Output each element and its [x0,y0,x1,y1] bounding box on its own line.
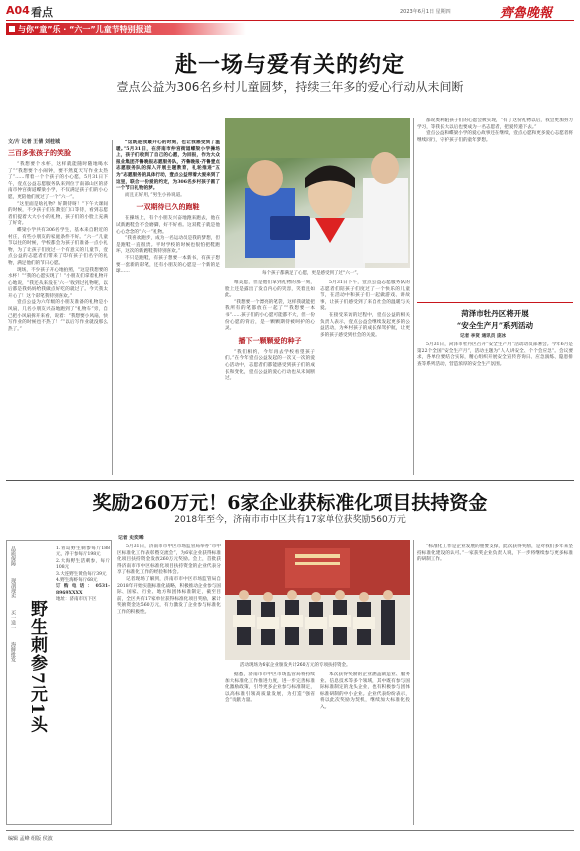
story1-para: “我想要一个漂亮的笔袋，这样我就能把我所有的笔都放在一起了”“我想要一本书”……孩子们的小心愿可能都不大，但一份份心愿的背后，是一颗颗期待被呵护的心灵。 [225,299,315,332]
story1-col5 [417,118,573,298]
story1-para: 而且正好用，”男生小孙说道。 [125,192,185,198]
story1-headline: 赴一场与爱有关的约定 [174,52,405,78]
ad-item: 1.青岛野生刺参每斤188元，净干参每斤198元 [56,546,110,558]
story1-para: “这里面是啥礼物？好期待呀！”下午大课间的时候，不少孩子们在教室门口等待，看到志愿者们提着大大小小的礼物，孩子们的小脸上充满了好奇。 [8,201,108,227]
band-square-icon [9,26,15,32]
story1-para: 唯美愿，但是他们拿到礼物的那一刻，脸上还是露出了发自内心的笑容，笑着且如此。 [225,280,315,299]
col-divider [413,118,414,475]
story1-para: “我们相约，今年再去学校看望孩子们。”在今年壹点公益发起的一次又一次的爱心活动中，志愿者们都能感受到孩子们的成长和变化，壹点公益的爱心行动也从未间断过。 [225,349,315,382]
story2-para: 5月31日，济南市市中区市场监管局举办“市中区标准化工作表彰暨交流会”，为6家企业获得标准化项目扶持资金发放260万元奖励。会上，首批获得济南市市中区标准化项目扶持资金的企业代表分享了标准化工作的经验和体会。 [117,544,221,576]
story2-col4 [417,544,573,825]
ad-vertical-title: 野生刺参7元1头 [27,600,47,734]
story2-photo [225,540,410,660]
story1-subhead-2: 一双期待已久的跑鞋 [136,203,200,212]
ad-item: 3.大连野生黄鱼每斤39元 [56,571,107,577]
story1-para: 壹点公益和蝶梁小学的爱心故事还在继续，壹点心愿和更多爱心志愿者将继续同行，守护孩子们的童年梦想。 [417,131,573,143]
story2-para: 记者现场了解到，济南市市中区市场监管局自2018年开始实施标准化战略，积极推动企业参与国际、国家、行业、地方和团体标准制定，截至目前，全区共有17家单位获得标准化项目奖励，累计奖励资金达560万元，有力激发了企业参与标准化工作的积极性。 [117,576,221,615]
story1-para: 在接受采访的过程中，壹点公益的相关负责人表示，壹点公益会继续发起更多的公益活动，为乡村孩子的成长保驾护航，让更多的孩子感受到社会的关爱。 [320,312,410,338]
story1-para: 现场，不少孩子开心地拍照，“这是我想要的水杯！”“我的心愿实现了！”小朋友们拿着礼物开心地说，“我还从来没在‘六一’收到过礼物呢，以后都是我妈妈给我做点好吃的就过了。今天我太开心了！这个彩笔我特别喜欢。” [8,267,108,299]
story1-para: 不只是跑鞋，有孩子想要一本新书，有孩子想要一套新的彩笔，还有小朋友的心愿是一个新的足球…… [116,255,220,275]
ad-label: 现剖现卖 [10,578,16,598]
section-name: 看点 [31,6,53,19]
footer-editor: 编辑 孟峰 组版 侯波 [8,836,53,842]
issue-date: 2023年6月1日 星期四 [400,9,451,15]
page-number: A04 [6,4,30,17]
story2-col3 [320,672,410,825]
newspaper-logo: 齊魯晚報 [500,6,553,21]
story1-photo [225,118,410,268]
story1-para: 蝶梁小学共有306名学生，基本来自附近的村庄，有些小朋友的家庭条件不好。“六一”儿童节以往的时候，学校都会为孩子们准备一点小礼物，为了让孩子们度过一个有意义的儿童节，壹点公益的志愿者们带来了印有孩子们名字的礼物，满足他们的节日心愿。 [8,227,108,266]
side-box-title: 菏泽市牡丹区将开展 [461,309,529,318]
col-divider [112,140,113,475]
ad-label: 海鲜批发 [10,642,16,662]
footer-rule [6,830,574,831]
col-divider [413,540,414,825]
story2-col1 [117,544,221,825]
story1-para: 都说奥利阻孩子们的心愿会被实现，“有了这份礼物以后，我会更加努力学习，等我长大以后也要成为一名志愿者，把爱传递下去。” [417,118,573,130]
story2-byline: 记者 史奕晞 [118,536,144,541]
ad-address: 地址：济南市历下区 [56,597,97,603]
story1-para: 壹点公益为六年级的小朋友准备的礼物是小风扇，几名小朋友兴奋地跑到了“礼物车”旁，自己把小风扇拆开来看，说着：“我想要小风扇，快写作业的时候也不热了！”“以后写作业就没那么热了。” [8,300,108,332]
side-box-title-2: “安全生产月”系列活动 [456,321,534,330]
story1-photo-caption: 每个孩子都满足了心愿，更是感受到了过“六一”。 [262,271,362,276]
story2-para: 据悉，济南市市中区市场监管局将持续加大标准化工作推进力度，进一步完善标准化激励政策，引导更多企业参与标准制定，以高标准引领高质量发展，为打造“强省会”贡献力量。 [225,672,315,704]
story1-col3 [225,280,315,475]
side-box-body [417,342,573,475]
story1-para: 5月31日下午，壹点公益志愿服务队的志愿者们陪孩子们度过了一个快乐的儿童节，在活动中和孩子们一起做游戏、讲故事，让孩子们感受到了来自社会的温暖与关爱。 [320,280,410,312]
story2-headline: 奖励260万元！6家企业获标准化项目扶持资金 [92,492,488,514]
ad-item: 4.野生海虾每斤68元 [56,578,98,584]
ad-label: 买一送一 [10,610,16,630]
story2-col2 [225,672,315,825]
story1-col4 [320,280,410,475]
ad-item: 2.大海野生活刺参，每斤108元 [56,558,110,571]
story-divider [6,480,574,481]
story2-photo-caption: 活动现场为6家企业颁发共计260万元的专项扶持资金。 [240,663,351,668]
side-box-byline: 记者 李贤 通讯员 庞冰 [460,334,507,339]
side-para: 5月31日，菏泽市牡丹区召开“安全生产月”活动动员部署会。今年6月是第22个全国“安全生产月”，活动主题为“人人讲安全、个个会应急”。会议要求，各单位要结合实际，精心组织开展安全宣传咨询日、应急演练、隐患排查等系列活动，营造浓厚的安全生产氛围。 [417,342,573,367]
story1-subhead-1: 三百多张孩子的笑脸 [8,149,71,157]
story1-para: “我想要个水杯，这样就能随时随地喝水了”“我想要个小闹钟，要不然夏天写作业太热了”……带着一个个孩子的小心愿，5月31日下午，壹点公益志愿服务队来到位于南部山区的济南市仲宫街道蝶梁小学，不仅满足孩子们的小心愿，更陪他们度过了一个“六一”。 [8,162,108,200]
side-box-rule [417,302,573,303]
story1-subhead-3: 播下一颗颗爱的种子 [238,336,302,345]
story1-para: 在操场上，有个小朋友兴奋地跑来跑去，他在试新跑鞋会不会磨脚，好不好看。这双鞋子就是他心心念念的“六一”礼物。 [116,216,220,235]
story1-col1 [8,145,108,477]
story2-subheadline: 2018年至今，济南市市中区共有17家单位获奖励560万元 [174,515,406,525]
story1-col2 [116,140,220,475]
ad-items [56,546,110,821]
story2-para: 本次获得奖励的企业涵盖制造业、服务业、信息技术等多个领域，其中既有参与国际标准制定的龙头企业，也有积极参与团体标准研制的中小企业。企业代表纷纷表示，将以此次奖励为契机，继续加大标准化投入。 [320,672,410,710]
story2-para: “标准化工作是企业发展的重要支撑，此次获得奖励，是对我们多年来坚持标准化建设的认可。”一家获奖企业负责人说，下一步将继续参与更多标准的研制工作。 [417,544,573,563]
header-rule [6,20,574,21]
ad-label: 品质保障 [10,546,16,566]
story1-byline: 文/片 记者 王倩 刘桂城 [8,139,61,145]
story1-para: “我喜欢跑步，成为一名运动员是我的梦想，但是跑鞋一直很贵。平时学校的时候也很怕把鞋跑坏，这次的新跑鞋我特别喜欢。” [116,236,220,255]
ad-phone: 订购电话：0531-8969XXXX [56,584,110,596]
story1-quote: “这既是我最开心的时刻，也让我感受到了温暖。”5月31日，在济南市仲宫街道蝶梁小学操场上，孩子们收到了自己的心愿，为回报，作为大众报业集团齐鲁晚报志愿服务队，齐鲁晚报·齐鲁壹点志愿服务队的深入开展主题教育，礼轮推进“五为”志愿服务的具体行动，壹点公益带着大爱来到了这里，联合一份爱的约定，为306名乡村孩子圆了一个节日礼物的梦。 [116,140,220,192]
story1-subheadline: 壹点公益为306名乡村儿童圆梦，持续三年多的爱心行动从未间断 [116,80,464,94]
special-report-title: 与你“童”乐 · “六一”儿童节特别报道 [18,25,152,34]
